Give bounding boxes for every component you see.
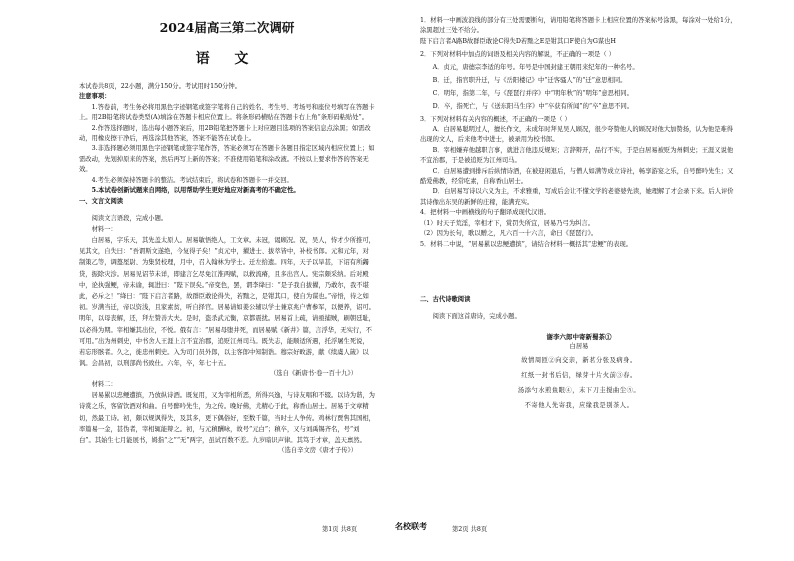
poem-title: 谢李六郎中寄新蜀茶①: [546, 333, 612, 342]
question-2: 2．下列对材料中加点的词语及相关内容的解说，不正确的一项是（ ）: [420, 51, 615, 59]
notice-item: 3.非选择题必须用黑色字迹钢笔或签字笔作答，答案必须写在答题卡各题目指定区域内相应位置上；如需改动，先划掉原来的答案，然后再写上新的答案；不准使用铅笔和涂改液。不按以上要求作答的答案无效。: [79, 145, 375, 174]
material-2-text: 居易累以忠鲠遭摈，乃放纵诗酒。既复用，又为宰相所恶，所得兴逸，与诗友唱和不辍。以诗为谐，为诗赏之乐，客留饮酒对和曲。自号醉吟先生，为之传。晚好佛，尤精心于此，称香山居士。居易于文章精切，然最工诗。初，颇以规讽得失，及其多，更下偶俗好，至数千篇，当时士人争传。鸡林行贾售其国相，率篇易一金，甚伪者，宰相辄能辩之。初，与元稹酬咏，故号“元白”；稹卒，又与刘禹锡齐名，号“刘白”。其始生七月能展书，姆指“之”“无”两字，虽试百数不差。九岁暗识声律。其笃于才章，盖天禀然。: [79, 392, 375, 445]
material-2-label: 材料二：: [91, 380, 117, 388]
left-column: [79, 16, 375, 457]
material-1-label: 材料一：: [91, 225, 117, 233]
material-1-source: （选自《新唐书·卷一百十九》）: [269, 370, 357, 378]
question-4-item: （2）因为长句，歌以赠之，凡六百一十六言，命曰《琵琶行》。: [420, 230, 598, 238]
poem-line: 红纸一封书后信，绿芽十片火前③春。: [521, 371, 637, 379]
material-1-text: 白居易，字乐天，其先盖太原人。居易敏悟绝人，工文章。未冠，谒顾况。况，吴人，恃才少所推可，见其文，自失曰：“吾谓斯文遂绝，今复得子矣！”贞元中，擢进士、拔萃皆中，补校书郎。元和元年，对制策乙等，调盩厔尉、为集贤校理，月中，召入翰林为学士。迁左拾遗。四年，天子以旱甚，下诏有所蠲贷，振除灾沴。居易见诏节未详，即建言乞尽免江淮两赋，以救流瘠，且多出宫人。宪宗颇采纳。后对殿中，论执强鲠，帝未谕，辄进曰：“陛下误矣。”帝变色，罢，谓李绛曰：“是子我自拔擢，乃敢尔，我不堪此，必斥之！”绛曰：“陛下启言者路，故群臣敢论得失，若黜之，是钳其口，使自为谋也。”帝悟，待之如初。岁满当迁，帝以资浅，且家素贫，听自择官。居易请如姜公辅以学士兼京兆户曹参军，以便养，诏可。明年，以母丧解，还，拜左赞善大夫。是时，盗杀武元衡，京都震扰。居易首上疏，请亟捕贼，刷朝廷耻，以必得为期。宰相嫌其出位，不悦。俄有言：“居易母堕井死，而居易赋《新井》篇，言浮华，无实行，不可用。”出为州刺史，中书舍人王涯上言不宜治郡，追贬江州司马。既失志，能顺适所遇，托浮屠生死说，若忘形骸者。久之，徙忠州刺史。入为司门员外郎，以主客郎中知制诰。穆宗好畋游，献《续虞人箴》以讽。会昌初，以刑部尚书致仕。六年，卒，年七十五。: [79, 236, 375, 368]
section-1-intro: 阅读文言语段，完成小题。: [91, 215, 168, 223]
notice-item: 2.作答选择题时，选出每小题答案后，用2B铅笔把答题卡上对应题目选项的答案信息点涂黑；如需改动，用橡皮擦干净后，再选涂其他答案，答案不能答在试卷上。: [79, 124, 371, 143]
question-3-option: C．白居易遭到排斥后纵情诗酒，在被迎闲退后，与僧人如满等成立诗社，畅享游宴之乐，自号醉吟先生；又酷爱佛教，经常吃素，自称香山居士。: [420, 167, 734, 186]
question-4-item: （1）时天子荒淫，宰相才下，赏罚失所宜，居易乃弓为纠言。: [420, 219, 595, 227]
question-3-option: B．宰相嫌弃他越职言事，就进言他违反规矩；言辞辩开，品行不实，于是白居易被贬为州刺史；王涯又说他不宜治郡，于是被追贬为江州司马。: [420, 146, 734, 165]
notice-item: 4.考生必须保持答题卡的整洁。考试结束后，将试卷和答题卡一并交回。: [91, 176, 293, 184]
question-4: 4．把材料一中画横线的句子翻译成现代汉语。: [420, 209, 550, 217]
poem-line: 不寄他人先寄我，应缘我是别茶人。: [524, 401, 634, 409]
spacer: [420, 322, 738, 332]
spacer: [420, 250, 738, 294]
question-3-option: D．白居易写诗以六义为主，不求雅重，写成后会让不懂文学的老婆婆先读，她理解了才会录下来。后人评价其诗像出东吴的新鲜的庄稼，能满充实。: [420, 188, 734, 206]
question-2-option: A．贞元，唐德宗李适的年号。年号是中国封建王朝用来纪年的一种名号。: [432, 63, 639, 71]
left-page-number: 第1页 共8页: [322, 526, 358, 533]
poem-line: 汤添勺水煎鱼眼④，末下刀圭搅曲尘⑤。: [517, 386, 641, 394]
question-3-option: A．白居易聪明过人，擅长作文，未成年时拜见吴人顾况，很少夸赞他人的顾况对他大加赞扬，认为他是难得出现的文人，后来他考中进士，被录用为校书郎。: [420, 126, 734, 144]
question-2-option: C．明年，指第二年，与《琵琶行并序》中“明年秋”的“明年”意思相同。: [432, 89, 633, 97]
question-5: 5．材料二中说，“居易累以忠鲠遭摈”，请结合材料一概括其“忠鲠”的表现。: [420, 240, 633, 248]
poem-line: 故情周匝②向交亲，新茗分张及病身。: [521, 356, 637, 364]
poem-author: 白居易: [569, 343, 589, 351]
section-1-title: 一、文言文阅读: [79, 198, 124, 206]
notice-label: 注意事项：: [79, 93, 111, 101]
exam-title: 2024届高三第二次调研: [159, 20, 295, 35]
question-1: 1．材料一中画波浪线的部分有三处需要断句，请用铅笔将答题卡上相应位置的答案标号涂黑，每涂对一处给1分，涂黑超过三处不给分。: [420, 17, 737, 35]
material-2-source: （选自辛文房《唐才子传》）: [278, 447, 357, 455]
subject-title: 语 文: [195, 51, 259, 67]
section-2-intro: 阅读下面这首唐诗，完成小题。: [432, 312, 521, 320]
brand-logo: 名校联考: [395, 522, 427, 531]
question-3: 3．下列对材料有关内容的概述，不正确的一项是（ ）: [420, 115, 571, 123]
question-2-option: D．卒，指死亡，与《送东阳马生序》中“卒获有所闻”的“卒”意思不同。: [432, 102, 634, 110]
right-column: [420, 16, 738, 413]
right-page-number: 第2页 共8页: [452, 526, 488, 533]
question-1-sentence: 陛下启言者A路B故群臣敢论C得失D若黜之E是钳其口F使自为G谋也H: [420, 37, 616, 45]
section-2-title: 二、古代诗歌阅读: [420, 295, 471, 303]
notice-item: 5.本试卷创新试题来自网络，以用帮助学生更好地应对新高考的不确定性。: [91, 187, 300, 195]
exam-info: 本试卷共8页，22小题，满分150分。考试用时150分钟。: [79, 83, 241, 90]
notice-item: 1.答卷前，考生务必将用黑色字迹钢笔或签字笔将自己的姓名、考生号、考场号和座位号填写在答题卡上。用2B铅笔将试卷类型(A)填涂在答题卡相应位置上。将条形码横贴在答题卡右上角“条形码粘贴处”。: [79, 103, 375, 122]
question-2-option: B．迁，指官职升迁，与《岳阳楼记》中“迁客骚人”的“迁”意思相同。: [432, 76, 627, 84]
